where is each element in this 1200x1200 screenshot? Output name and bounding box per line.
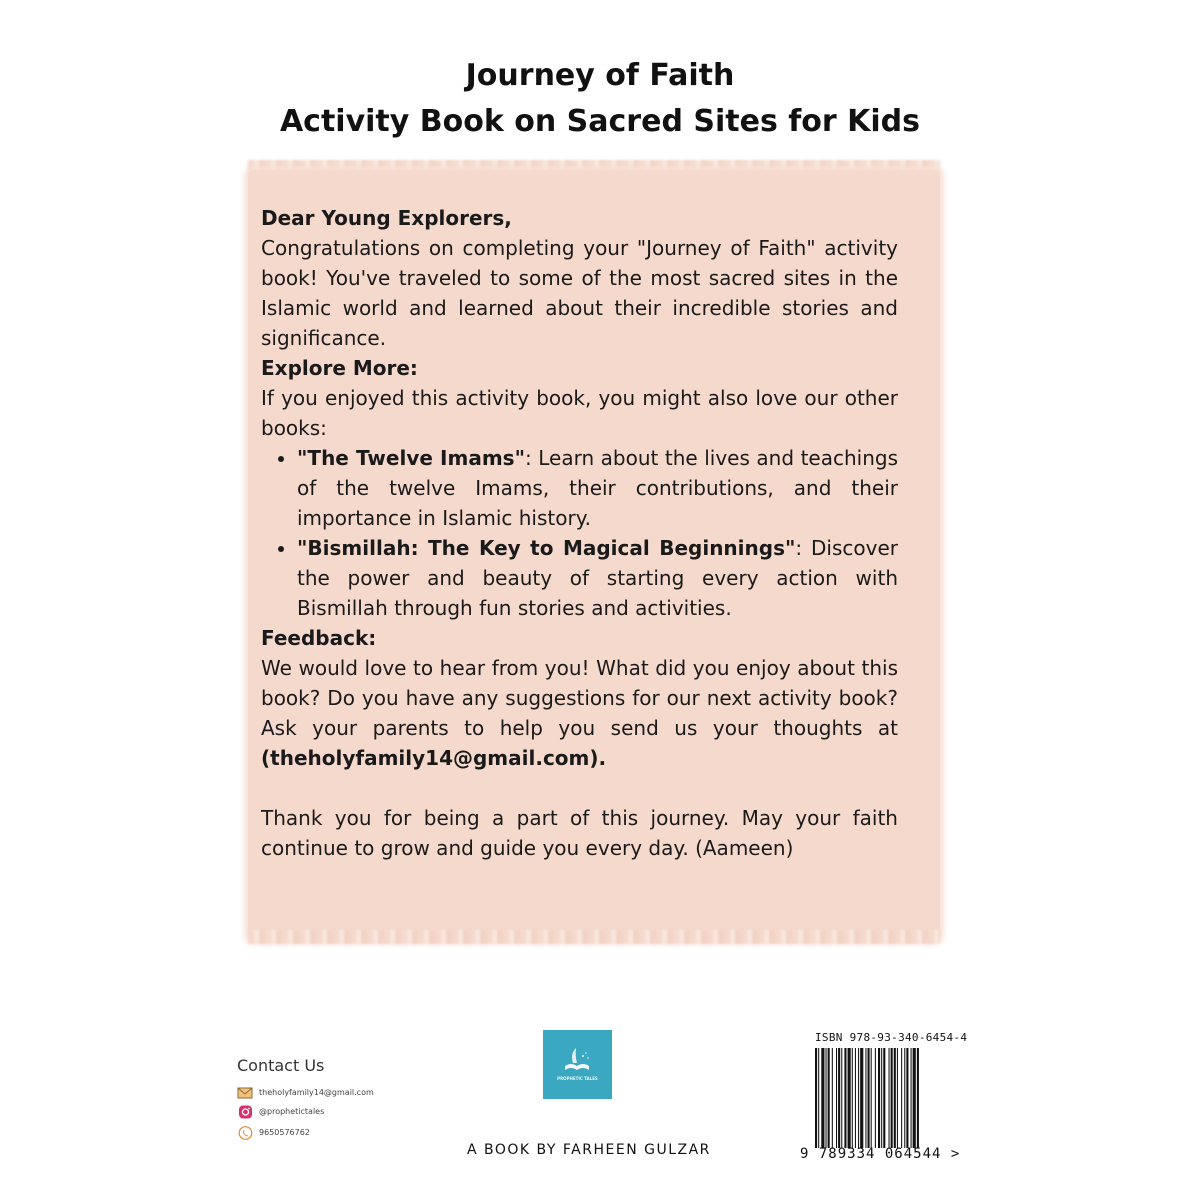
book-title-2: "Bismillah: The Key to Magical Beginnings": [297, 536, 796, 560]
contact-title: Contact Us: [237, 1056, 325, 1075]
letter-content: [261, 203, 898, 863]
contact-instagram-row: [237, 1102, 324, 1120]
phone-icon: [237, 1125, 253, 1139]
publisher-logo: [543, 1030, 612, 1099]
letter-closing: Thank you for being a part of this journey. May your faith continue to grow and guide you every day. (Aameen): [261, 806, 898, 860]
author-byline: A BOOK BY FARHEEN GULZAR: [467, 1142, 711, 1158]
feedback-paragraph: [261, 653, 898, 773]
spacer: [261, 773, 898, 803]
book-subtitle: Activity Book on Sacred Sites for Kids: [279, 104, 921, 139]
letter-greeting: Dear Young Explorers,: [261, 206, 512, 230]
books-list: [261, 443, 898, 623]
book-desc-2: : Discover the power and beauty of starting every action with Bismillah through fun stories and activities.: [297, 536, 898, 620]
book-quill-icon: [543, 1030, 612, 1099]
explore-text: If you enjoyed this activity book, you might also love our other books:: [261, 386, 898, 440]
list-item: [297, 443, 898, 533]
logo-text: PROPHETIC TALES: [557, 1076, 598, 1081]
contact-email-row: [237, 1083, 374, 1101]
explore-heading: Explore More:: [261, 356, 418, 380]
feedback-email: (theholyfamily14@gmail.com).: [261, 746, 607, 770]
isbn-digits: 9 789334 064544 >: [800, 1146, 961, 1162]
panel-brush-edge-bottom: [248, 930, 940, 944]
instagram-icon: [237, 1104, 253, 1118]
letter-intro: Congratulations on completing your "Journey of Faith" activity book! You've traveled to some of the most sacred sites in the Islamic world and learned about their incredible stories and significance.: [261, 236, 898, 350]
envelope-icon: [237, 1085, 253, 1099]
isbn-label: ISBN 978-93-340-6454-4: [815, 1031, 968, 1044]
contact-email: theholyfamily14@gmail.com: [259, 1087, 374, 1097]
contact-phone-row: [237, 1123, 310, 1141]
feedback-heading: Feedback:: [261, 626, 377, 650]
book-title: Journey of Faith: [465, 58, 735, 93]
list-item: [297, 533, 898, 623]
feedback-text: We would love to hear from you! What did you enjoy about this book? Do you have any suggestions for our next activity book? Ask your parents to help you send us your thoughts at: [261, 656, 898, 740]
contact-instagram: @prophetictales: [259, 1106, 325, 1116]
contact-phone: 9650576762: [259, 1127, 310, 1137]
book-title-1: "The Twelve Imams": [297, 446, 525, 470]
book-desc-1: : Learn about the lives and teachings of the twelve Imams, their contributions, and their importance in Islamic history.: [297, 446, 898, 530]
